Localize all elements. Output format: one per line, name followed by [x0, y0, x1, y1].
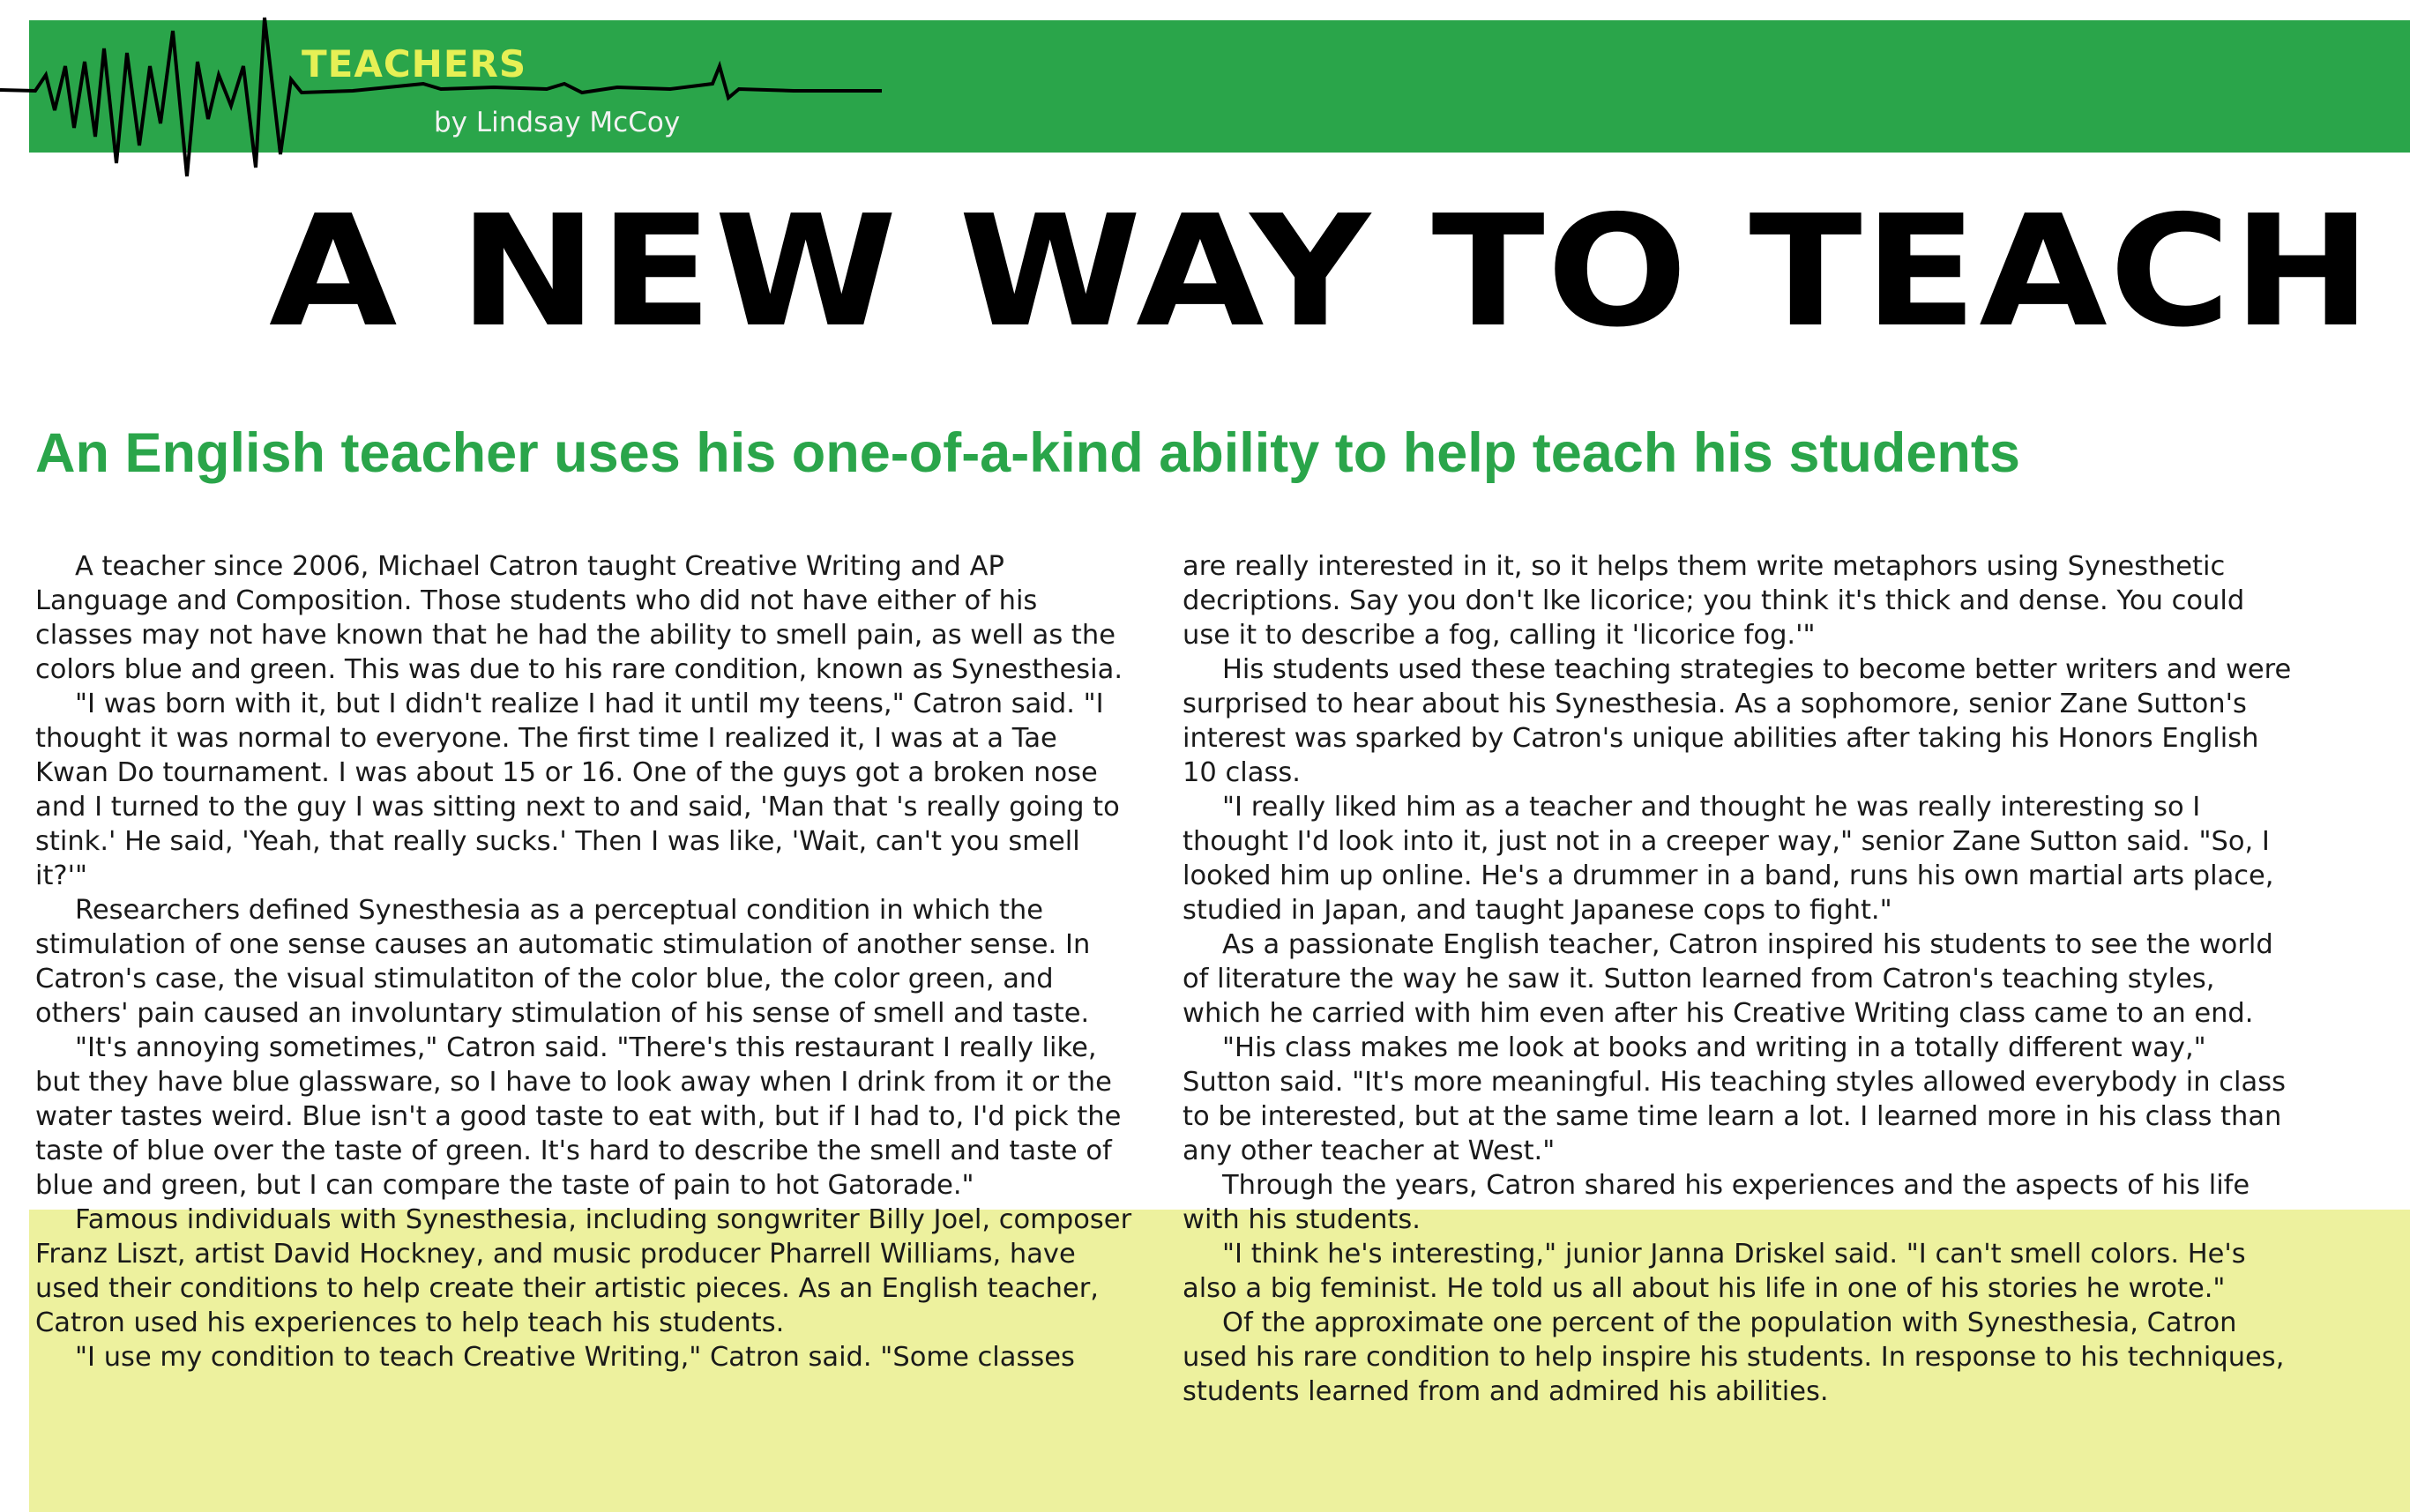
paragraph: As a passionate English teacher, Catron inspired his students to see the world of literature the way he saw it. Sutton learned from Catron's teaching styles, which he carried with him even after his Creative Writing class came to an end. [1183, 929, 2273, 1029]
paragraph: "His class makes me look at books and writing in a totally different way," Sutton said. "It's more meaningful. His teaching styles allowed everybody in class to be interested, but at the same time learn a lot. I learned more in his class than any other teacher at West." [1183, 1032, 2287, 1166]
heartbeat-graphic [0, 13, 891, 190]
heartbeat-line [0, 18, 882, 176]
paragraph: Of the approximate one percent of the population with Synesthesia, Catron used his rare condition to help inspire his students. In response to his techniques, students learned from and admired his abilities. [1183, 1307, 2285, 1407]
paragraph: "I think he's interesting," junior Janna Driskel said. "I can't smell colors. He's also a big feminist. He told us all about his life in one of his stories he wrote." [1183, 1239, 2246, 1304]
article-column-left [35, 549, 1138, 1374]
paragraph: Famous individuals with Synesthesia, including songwriter Billy Joel, composer Franz Liszt, artist David Hockney, and music producer Pharrell Williams, have used their conditions to help create their artistic pieces. As an English teacher, Catron used his experiences to help teach his students. [35, 1204, 1132, 1338]
paragraph-continuation: are really interested in it, so it helps them write metaphors using Synesthetic decriptions. Say you don't lke licorice; you think it's thick and dense. You could use it to describe a fog, calling it 'licorice fog.'" [1183, 551, 2245, 651]
paragraph: A teacher since 2006, Michael Catron taught Creative Writing and AP Language and Composition. Those students who did not have either of his classes may not have known that he had the ability to smell pain, as well as the colors blue and green. This was due to his rare condition, known as Synesthesia. [35, 551, 1123, 685]
paragraph: "I really liked him as a teacher and thought he was really interesting so I thought I'd look into it, just not in a creeper way," senior Zane Sutton said. "So, I looked him up online. He's a drummer in a band, runs his own martial arts place, studied in Japan, and taught Japanese cops to fight." [1183, 792, 2274, 926]
section-label: TEACHERS [302, 42, 527, 86]
paragraph: "I use my condition to teach Creative Writing," Catron said. "Some classes [75, 1342, 1075, 1373]
subheadline: An English teacher uses his one-of-a-kind ability to help teach his students [35, 422, 2020, 484]
paragraph: Through the years, Catron shared his experiences and the aspects of his life with his students. [1183, 1170, 2250, 1235]
paragraph: His students used these teaching strategies to become better writers and were surprised to hear about his Synesthesia. As a sophomore, senior Zane Sutton's interest was sparked by Catron's unique abilities after taking his Honors English 10 class. [1183, 654, 2292, 788]
byline: by Lindsay McCoy [434, 107, 681, 138]
paragraph: "I was born with it, but I didn't realize I had it until my teens," Catron said. "I thought it was normal to everyone. The first time I realized it, I was at a Tae Kwan Do tournament. I was about 15 or 16. One of the guys got a broken nose and I turned to the guy I was sitting next to and said, 'Man that 's really going to stink.' He said, 'Yeah, that really sucks.' Then I was like, 'Wait, can't you smell it?'" [35, 689, 1120, 891]
paragraph: "It's annoying sometimes," Catron said. "There's this restaurant I really like, but they have blue glassware, so I have to look away when I drink from it or the water tastes weird. Blue isn't a good taste to eat with, but if I had to, I'd pick the taste of blue over the taste of green. It's hard to describe the smell and taste of blue and green, but I can compare the taste of pain to hot Gatorade." [35, 1032, 1122, 1201]
headline: A NEW WAY TO TEACH [269, 182, 2374, 361]
article-column-right [1183, 549, 2298, 1409]
paragraph: Researchers defined Synesthesia as a perceptual condition in which the stimulation of one sense causes an automatic stimulation of another sense. In Catron's case, the visual stimulatiton of the color blue, the color green, and others' pain caused an involuntary stimulation of his sense of smell and taste. [35, 895, 1091, 1029]
